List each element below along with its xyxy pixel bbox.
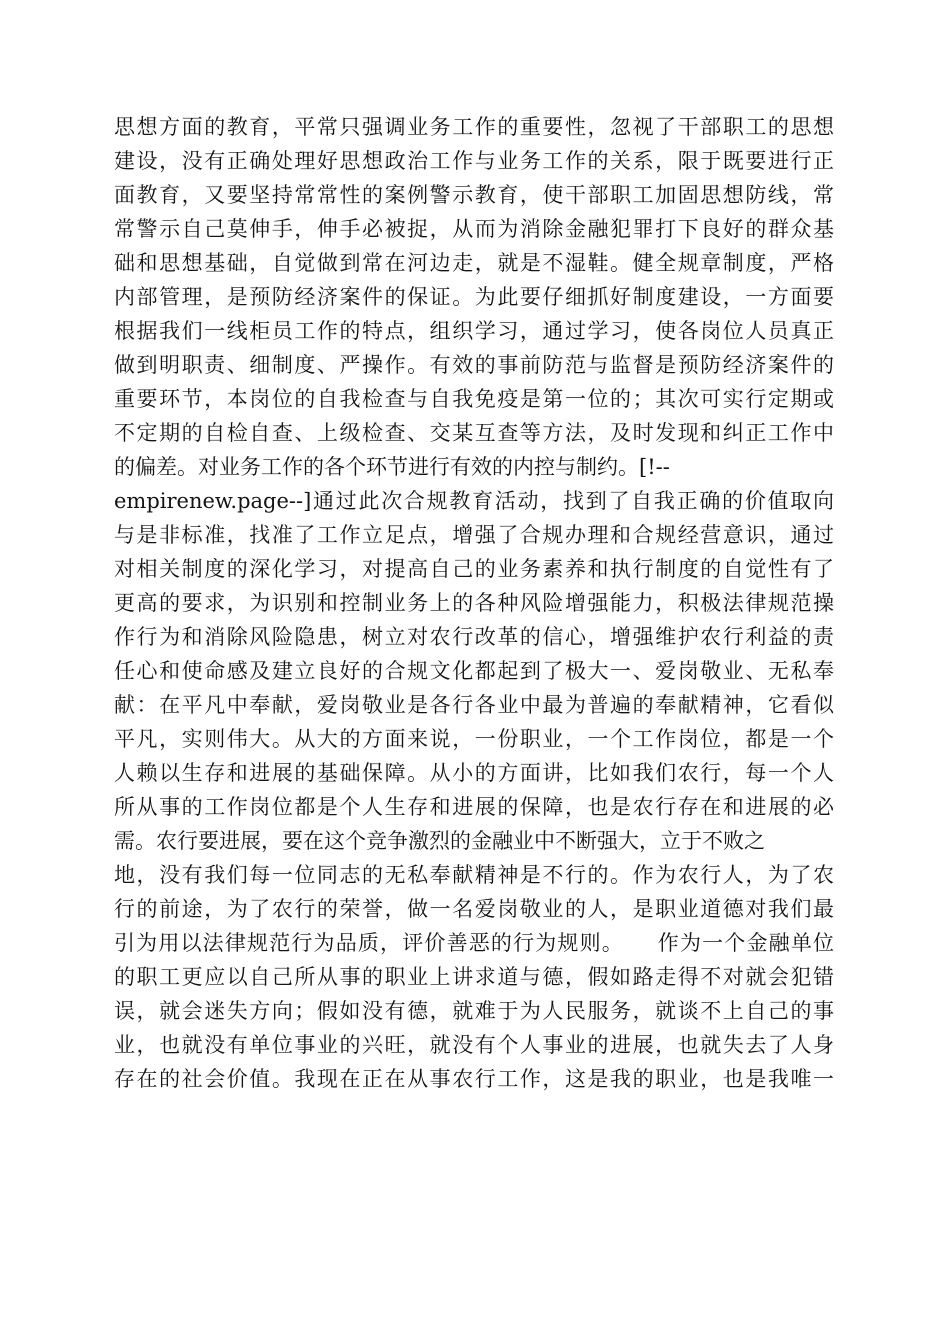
text-line: 础和思想基础，自觉做到常在河边走，就是不湿鞋。健全规章制度，严格 — [114, 251, 834, 275]
text-line: 人赖以生存和进展的基础保障。从小的方面讲，比如我们农行，每一个人 — [114, 761, 834, 785]
text-line: 更高的要求，为识别和控制业务上的各种风险增强能力，积极法律规范操 — [114, 591, 834, 615]
text-line: 根据我们一线柜员工作的特点，组织学习，通过学习，使各岗位人员真正 — [114, 319, 834, 343]
text-line: 需。农行要进展，要在这个竞争激烈的金融业中不断强大，立于不败之 — [114, 829, 765, 853]
text-line: 的偏差。对业务工作的各个环节进行有效的内控与制约。[!-- — [114, 455, 670, 479]
text-line: 做到明职责、细制度、严操作。有效的事前防范与监督是预防经济案件的 — [114, 353, 834, 377]
text-line: 作行为和消除风险隐患，树立对农行改革的信心，增强维护农行利益的责 — [114, 625, 834, 649]
text-line: 内部管理，是预防经济案件的保证。为此要仔细抓好制度建设，一方面要 — [114, 285, 834, 309]
text-line: 任心和使命感及建立良好的合规文化都起到了极大一、爱岗敬业、无私奉 — [114, 659, 834, 683]
text-line: 平凡，实则伟大。从大的方面来说，一份职业，一个工作岗位，都是一个 — [114, 727, 834, 751]
text-line: 引为用以法律规范行为品质，评价善恶的行为规则。 作为一个金融单位 — [114, 931, 834, 955]
text-line: 行的前途，为了农行的荣誉，做一名爱岗敬业的人，是职业道德对我们最 — [114, 897, 834, 921]
text-line: 思想方面的教育，平常只强调业务工作的重要性，忽视了干部职工的思想 — [114, 115, 834, 139]
text-line: 的职工更应以自己所从事的职业上讲求道与德，假如路走得不对就会犯错 — [114, 965, 834, 989]
text-line: 不定期的自检自查、上级检查、交某互查等方法，及时发现和纠正工作中 — [114, 421, 834, 445]
text-line: 误，就会迷失方向；假如没有德，就难于为人民服务，就谈不上自己的事 — [114, 999, 834, 1023]
text-line: 存在的社会价值。我现在正在从事农行工作，这是我的职业，也是我唯一 — [114, 1067, 834, 1091]
text-line: 常警示自己莫伸手，伸手必被捉，从而为消除金融犯罪打下良好的群众基 — [114, 217, 834, 241]
text-line: 对相关制度的深化学习，对提高自己的业务素养和执行制度的自觉性有了 — [114, 557, 834, 581]
text-line: 业，也就没有单位事业的兴旺，就没有个人事业的进展，也就失去了人身 — [114, 1033, 834, 1057]
text-line: 献：在平凡中奉献，爱岗敬业是各行各业中最为普遍的奉献精神，它看似 — [114, 693, 834, 717]
text-line: 地，没有我们每一位同志的无私奉献精神是不行的。作为农行人，为了农 — [114, 863, 834, 887]
text-line: 建设，没有正确处理好思想政治工作与业务工作的关系，限于既要进行正 — [114, 149, 834, 173]
body-text — [114, 110, 834, 1096]
text-line: 重要环节，本岗位的自我检查与自我免疫是第一位的；其次可实行定期或 — [114, 387, 834, 411]
text-line: 与是非标准，找准了工作立足点，增强了合规办理和合规经营意识，通过 — [114, 523, 834, 547]
text-line: 所从事的工作岗位都是个人生存和进展的保障，也是农行存在和进展的必 — [114, 795, 834, 819]
text-line: 面教育，又要坚持常常性的案例警示教育，使干部职工加固思想防线，常 — [114, 183, 834, 207]
text-line: empirenew.page--]通过此次合规教育活动，找到了自我正确的价值取向 — [114, 489, 834, 513]
